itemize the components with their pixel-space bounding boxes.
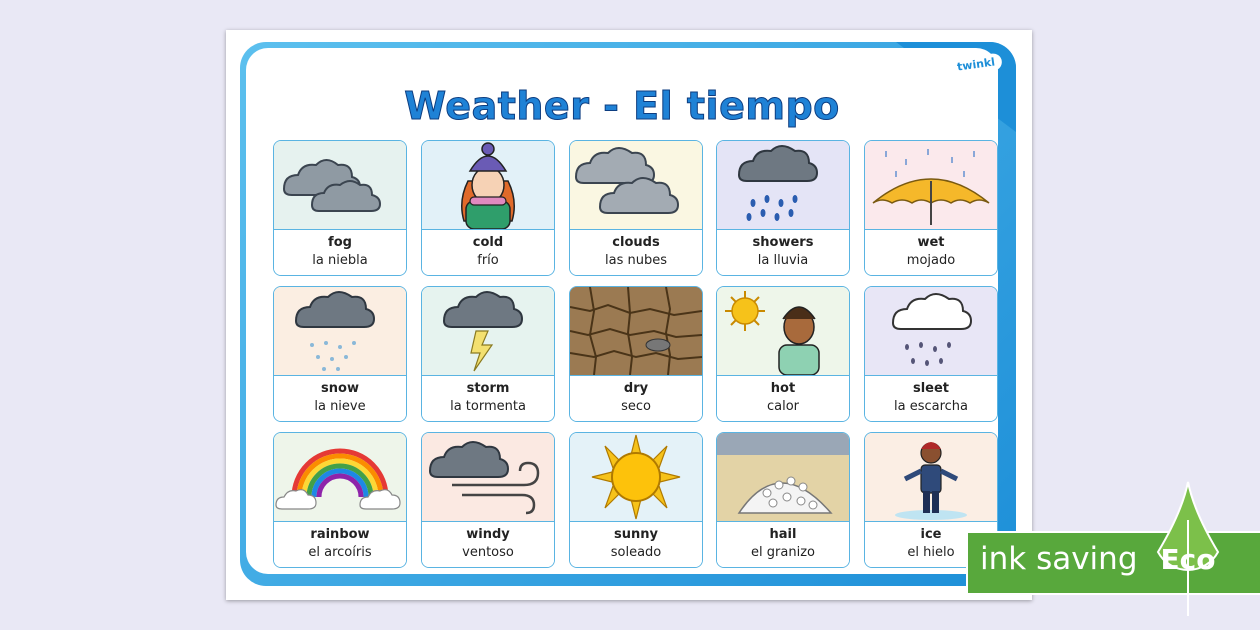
card-label	[274, 229, 406, 276]
rainbow-icon	[274, 433, 406, 521]
eco-label: Eco	[1160, 543, 1216, 576]
english-word: sleet	[912, 381, 950, 396]
spanish-word: calor	[766, 399, 800, 414]
card-sleet	[864, 286, 998, 422]
card-cold	[421, 140, 555, 276]
card-label	[274, 375, 406, 422]
spanish-word: la lluvia	[757, 253, 809, 268]
card-label	[570, 521, 702, 568]
twinkl-logo: twinkl	[949, 52, 1003, 76]
card-label	[422, 375, 554, 422]
card-hail	[716, 432, 850, 568]
fog-clouds-icon	[274, 141, 406, 229]
spanish-word: la nieve	[314, 399, 366, 414]
spanish-word: la tormenta	[450, 399, 526, 414]
weather-worksheet	[226, 30, 1032, 600]
card-windy	[421, 432, 555, 568]
english-word: wet	[917, 235, 945, 250]
card-storm	[421, 286, 555, 422]
spanish-word: soleado	[610, 545, 662, 560]
spanish-word: la escarcha	[893, 399, 968, 414]
spanish-word: seco	[621, 399, 651, 414]
card-label	[865, 229, 997, 276]
spanish-word: las nubes	[605, 253, 667, 268]
card-label	[422, 521, 554, 568]
card-sunny	[569, 432, 703, 568]
clouds-icon	[570, 141, 702, 229]
card-label	[717, 229, 849, 276]
hail-icon	[717, 433, 849, 521]
card-label	[570, 229, 702, 276]
english-word: dry	[623, 381, 649, 396]
english-word: showers	[752, 235, 814, 250]
snow-cloud-icon	[274, 287, 406, 375]
spanish-word: el arcoíris	[308, 545, 372, 560]
english-word: rainbow	[310, 527, 370, 542]
ink-saving-label: ink saving	[980, 541, 1138, 577]
english-word: hot	[770, 381, 796, 396]
english-word: storm	[466, 381, 510, 396]
hot-person-icon	[717, 287, 849, 375]
cold-person-icon	[422, 141, 554, 229]
umbrella-icon	[865, 141, 997, 229]
card-showers	[716, 140, 850, 276]
card-label	[717, 521, 849, 568]
english-word: fog	[328, 235, 352, 250]
card-snow	[273, 286, 407, 422]
worksheet-inner	[246, 48, 998, 574]
page-title: Weather - El tiempo	[404, 84, 840, 128]
card-fog	[273, 140, 407, 276]
spanish-word: frío	[477, 253, 499, 268]
worksheet-frame	[240, 42, 1016, 586]
cracked-earth-icon	[570, 287, 702, 375]
spanish-word: el hielo	[907, 545, 955, 560]
sun-icon	[570, 433, 702, 521]
english-word: ice	[920, 527, 942, 542]
card-label	[717, 375, 849, 422]
card-clouds	[569, 140, 703, 276]
sleet-cloud-icon	[865, 287, 997, 375]
english-word: windy	[466, 527, 510, 542]
card-wet	[864, 140, 998, 276]
spanish-word: el granizo	[751, 545, 815, 560]
english-word: cold	[472, 235, 504, 250]
english-word: snow	[321, 381, 359, 396]
spanish-word: ventoso	[462, 545, 514, 560]
card-hot	[716, 286, 850, 422]
rain-cloud-icon	[717, 141, 849, 229]
storm-cloud-icon	[422, 287, 554, 375]
card-label	[865, 375, 997, 422]
english-word: hail	[769, 527, 797, 542]
card-label	[570, 375, 702, 422]
card-label	[422, 229, 554, 276]
card-rainbow	[273, 432, 407, 568]
ice-person-icon	[865, 433, 997, 521]
spanish-word: la niebla	[312, 253, 368, 268]
english-word: sunny	[614, 527, 658, 542]
card-dry	[569, 286, 703, 422]
spanish-word: mojado	[906, 253, 956, 268]
wind-cloud-icon	[422, 433, 554, 521]
card-label	[274, 521, 406, 568]
english-word: clouds	[612, 235, 660, 250]
